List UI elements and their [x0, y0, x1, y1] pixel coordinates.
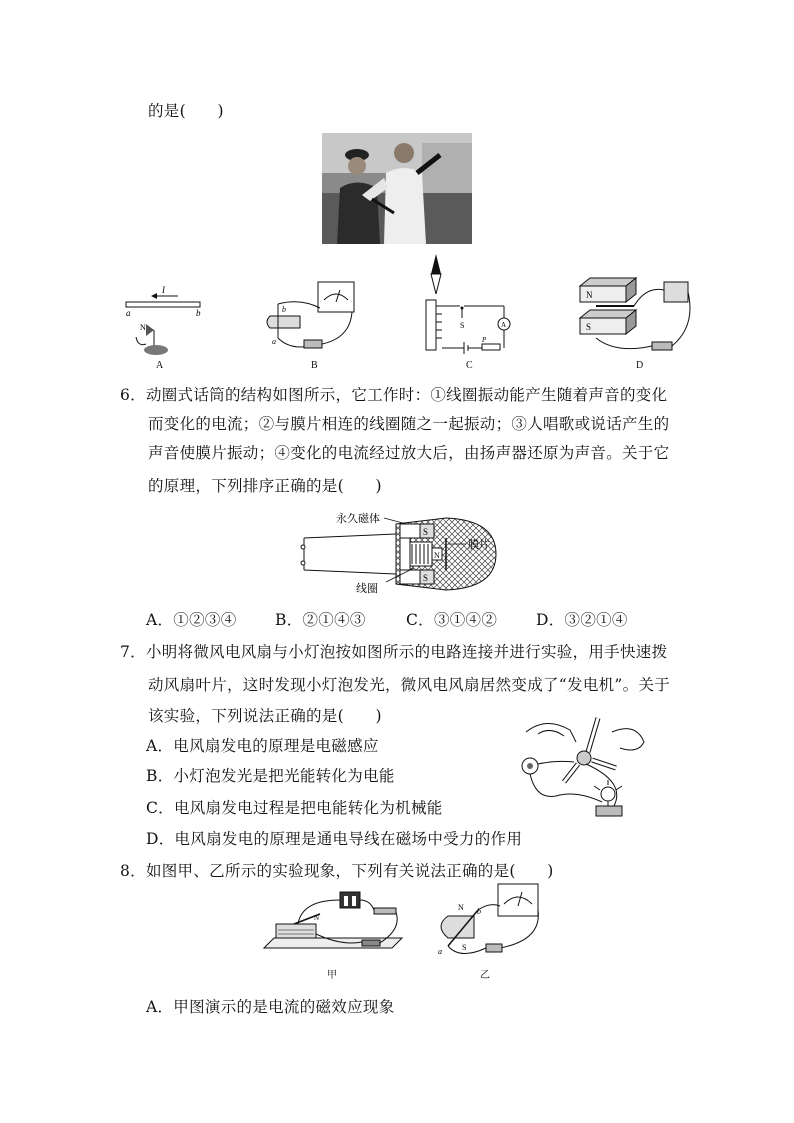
- svg-text:线圈: 线圈: [356, 583, 378, 595]
- q6-stem-line-2: 而变化的电流；②与膜片相连的线圈随之一起振动；③人唱歌或说话产生的: [148, 415, 670, 433]
- svg-text:N: N: [314, 914, 320, 922]
- q5-figure-d: [576, 276, 696, 358]
- q6-stem-line-1: 6．动圈式话筒的结构如图所示，它工作时：①线圈振动能产生随着声音的变化: [120, 386, 668, 404]
- svg-text:N: N: [140, 323, 146, 332]
- q8-figure-yi: [430, 880, 546, 962]
- svg-text:A: A: [501, 321, 507, 329]
- q6-stem-line-3: 声音使膜片振动；④变化的电流经过放大后，由扬声器还原为声音。关于它: [148, 444, 670, 462]
- q6-stem-line-4: 的原理，下列排序正确的是( ): [148, 477, 382, 495]
- q6-option-b[interactable]: B．②①④③: [275, 611, 366, 629]
- svg-text:膜片: 膜片: [468, 539, 490, 551]
- svg-text:N: N: [586, 290, 593, 300]
- svg-text:永久磁体: 永久磁体: [336, 513, 380, 525]
- q5-label-a: A: [156, 360, 164, 371]
- q8-stem: 8．如图甲、乙所示的实验现象，下列有关说法正确的是( ): [120, 862, 554, 880]
- svg-text:b: b: [477, 907, 481, 916]
- q5-label-d: D: [636, 360, 644, 371]
- svg-text:a: a: [272, 337, 276, 346]
- q6-option-c[interactable]: C．③①④②: [406, 611, 498, 629]
- q8-label-yi: 乙: [480, 970, 490, 981]
- security-check-photo: [322, 133, 472, 244]
- svg-text:N: N: [434, 551, 440, 560]
- q5-stem-tail: 的是( ): [148, 102, 224, 120]
- svg-text:S: S: [462, 943, 467, 952]
- svg-text:S: S: [460, 321, 465, 330]
- svg-text:I: I: [162, 285, 165, 295]
- svg-text:a: a: [438, 947, 442, 956]
- svg-text:P: P: [482, 336, 487, 344]
- q7-stem-line-2: 动风扇叶片，这时发现小灯泡发光，微风电风扇居然变成了“发电机”。关于: [148, 676, 671, 694]
- q6-option-d[interactable]: D．③②①④: [536, 611, 628, 629]
- q8-figure-jia: [262, 890, 404, 962]
- q5-figure-c: [420, 296, 520, 358]
- fan-lamp-circuit-figure: [516, 712, 650, 824]
- svg-text:S: S: [423, 573, 429, 583]
- svg-text:b: b: [196, 308, 201, 318]
- q8-option-a[interactable]: A．甲图演示的是电流的磁效应现象: [146, 998, 395, 1016]
- q8-label-jia: 甲: [327, 970, 337, 981]
- q6-option-a[interactable]: A．①②③④: [146, 611, 237, 629]
- compass-needle-icon: [428, 254, 444, 294]
- svg-text:a: a: [126, 308, 131, 318]
- q7-option-a[interactable]: A．电风扇发电的原理是电磁感应: [146, 737, 379, 755]
- q7-option-c[interactable]: C．电风扇发电过程是把电能转化为机械能: [146, 799, 443, 817]
- svg-text:N: N: [458, 903, 464, 912]
- q5-figure-b: [260, 278, 360, 358]
- q5-label-c: C: [466, 360, 473, 371]
- q7-stem-line-1: 7．小明将微风电风扇与小灯泡按如图所示的电路连接并进行实验，用手快速拨: [120, 643, 668, 661]
- q7-stem-line-3: 该实验，下列说法正确的是( ): [148, 707, 382, 725]
- svg-text:b: b: [282, 305, 286, 314]
- svg-text:S: S: [423, 527, 429, 537]
- q5-figure-a: [118, 282, 208, 357]
- q5-label-b: B: [311, 360, 318, 371]
- microphone-diagram: [296, 510, 506, 596]
- svg-text:S: S: [586, 322, 592, 332]
- q7-option-d[interactable]: D．电风扇发电的原理是通电导线在磁场中受力的作用: [146, 830, 523, 848]
- q7-option-b[interactable]: B．小灯泡发光是把光能转化为电能: [146, 767, 395, 785]
